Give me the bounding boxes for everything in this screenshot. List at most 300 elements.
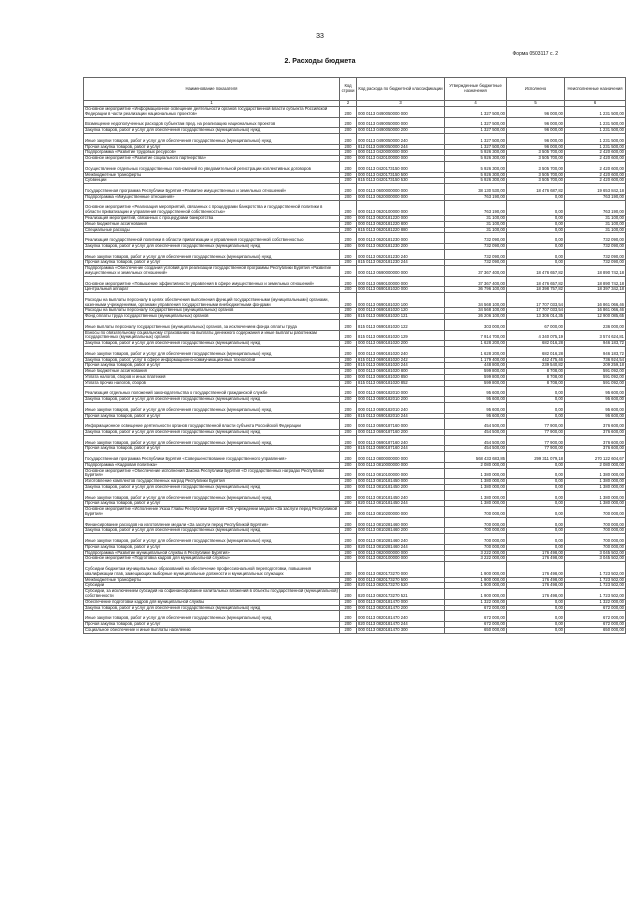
row-classification-cell: 000 0113 0690187160 200 <box>357 430 445 436</box>
row-executed-cell: 96 000,00 <box>507 144 565 150</box>
row-code-cell: 200 <box>340 128 357 134</box>
row-approved-cell: 95 600,00 <box>445 403 507 414</box>
row-classification-cell: 815 0113 0620181230 244 <box>357 260 445 266</box>
row-code-cell: 200 <box>340 484 357 490</box>
row-executed-cell: 0,00 <box>507 221 565 227</box>
row-code-cell: 200 <box>340 178 357 184</box>
table-row <box>84 611 626 622</box>
row-name-cell: Основное мероприятие «Реализация мероприятий, связанных с процедурами банкротства и государственной политики в области приватизации и управления государственной собственностью» <box>84 200 340 215</box>
column-number: 4 <box>445 101 507 107</box>
header-executed: Исполнено <box>507 78 565 101</box>
row-approved-cell: 599 800,00 <box>445 375 507 381</box>
row-unexecuted-cell: 1 723 502,00 <box>565 577 626 583</box>
row-name-cell: Фонд оплаты труда государственных (муниципальных) органов <box>84 314 340 320</box>
row-approved-cell: 672 000,00 <box>445 621 507 627</box>
row-code-cell: 200 <box>340 446 357 452</box>
row-name-cell: Закупка товаров, работ и услуг для обеспечения государственных (муниципальных) нужд <box>84 243 340 249</box>
row-name-cell: Межбюджетные трансферты <box>84 172 340 178</box>
row-classification-cell: 000 0113 0420000000 000 <box>357 150 445 156</box>
row-approved-cell: 1 628 200,00 <box>445 347 507 358</box>
form-code: Форма 0503117 с. 2 <box>512 51 558 57</box>
row-name-cell: Иные бюджетные ассигнования <box>84 221 340 227</box>
row-approved-cell: 650 000,00 <box>445 627 507 633</box>
row-approved-cell: 454 500,00 <box>445 446 507 452</box>
row-executed-cell: 0,00 <box>507 611 565 622</box>
row-executed-cell: 0,00 <box>507 403 565 414</box>
row-name-cell: Расходы на выплаты персоналу государственных (муниципальных) органов <box>84 308 340 314</box>
row-name-cell: Реализация государственной политики в области приватизации и управления государственной собственностью <box>84 233 340 244</box>
row-approved-cell: 34 568 100,00 <box>445 308 507 314</box>
row-executed-cell: 3 505 700,00 <box>507 161 565 172</box>
row-approved-cell: 5 926 300,00 <box>445 172 507 178</box>
row-name-cell: Иные закупки товаров, работ и услуг для обеспечения государственных (муниципальных) нужд <box>84 347 340 358</box>
row-code-cell: 200 <box>340 243 357 249</box>
row-code-cell: 200 <box>340 369 357 375</box>
row-name-cell: Прочая закупка товаров, работ и услуг <box>84 446 340 452</box>
row-unexecuted-cell: 672 000,00 <box>565 605 626 611</box>
row-code-cell: 200 <box>340 172 357 178</box>
row-unexecuted-cell: 16 861 066,46 <box>565 308 626 314</box>
row-code-cell: 200 <box>340 583 357 589</box>
row-executed-cell: 0,00 <box>507 215 565 221</box>
row-code-cell: 200 <box>340 150 357 156</box>
table-row <box>84 403 626 414</box>
row-approved-cell: 1 327 500,00 <box>445 144 507 150</box>
row-name-cell: Основное мероприятие «Информационное освещение деятельности органов государственной власти субъекта Российской Федерации в части реализации национальных проектов» <box>84 107 340 118</box>
row-classification-cell: 000 0113 0690187160 000 <box>357 419 445 430</box>
row-executed-cell: 77 900,00 <box>507 446 565 452</box>
row-executed-cell: 0,00 <box>507 249 565 260</box>
row-unexecuted-cell: 1 231 500,00 <box>565 107 626 118</box>
row-classification-cell: 000 0113 0690181020 120 <box>357 308 445 314</box>
row-name-cell: Закупка товаров, работ и услуг для обеспечения государственных (муниципальных) нужд <box>84 484 340 490</box>
table-row <box>84 293 626 308</box>
row-executed-cell: 4 340 075,19 <box>507 330 565 341</box>
row-unexecuted-cell: 732 090,00 <box>565 243 626 249</box>
row-executed-cell: 176 498,00 <box>507 556 565 562</box>
row-unexecuted-cell: 700 000,00 <box>565 528 626 534</box>
row-code-cell: 200 <box>340 562 357 577</box>
row-code-cell: 200 <box>340 249 357 260</box>
row-executed-cell: 8 708,00 <box>507 380 565 386</box>
row-code-cell: 200 <box>340 320 357 331</box>
row-classification-cell: 815 0113 0690187160 244 <box>357 446 445 452</box>
row-classification-cell: 815 0113 0620181220 880 <box>357 227 445 233</box>
row-approved-cell: 700 000,00 <box>445 507 507 518</box>
row-executed-cell: 8 708,00 <box>507 375 565 381</box>
row-code-cell: 200 <box>340 215 357 221</box>
row-executed-cell: 77 900,00 <box>507 419 565 430</box>
row-executed-cell: 0,00 <box>507 233 565 244</box>
row-classification-cell: 000 0113 0690181020 850 <box>357 375 445 381</box>
row-name-cell: Иные закупки товаров, работ и услуг для обеспечения государственных (муниципальных) нужд <box>84 611 340 622</box>
table-row <box>84 276 626 287</box>
row-classification-cell: 000 0113 0620181230 000 <box>357 233 445 244</box>
row-name-cell: Прочая закупка товаров, работ и услуг <box>84 260 340 266</box>
row-name-cell: Прочая закупка товаров, работ и услуг <box>84 413 340 419</box>
row-unexecuted-cell: 763 190,00 <box>565 200 626 215</box>
row-executed-cell: 0,00 <box>507 517 565 528</box>
table-row <box>84 184 626 195</box>
row-classification-cell: 000 0113 0620100000 000 <box>357 200 445 215</box>
row-executed-cell: 0,00 <box>507 479 565 485</box>
row-unexecuted-cell: 236 000,00 <box>565 320 626 331</box>
row-classification-cell: 000 0113 0490050000 000 <box>357 117 445 128</box>
row-code-cell: 200 <box>340 308 357 314</box>
row-approved-cell: 732 090,00 <box>445 233 507 244</box>
row-classification-cell: 000 0113 0690181020 200 <box>357 341 445 347</box>
row-approved-cell: 732 090,00 <box>445 260 507 266</box>
table-row <box>84 589 626 600</box>
row-unexecuted-cell: 591 092,00 <box>565 375 626 381</box>
row-approved-cell: 732 090,00 <box>445 243 507 249</box>
row-name-cell: Государственная программа Республики Бурятия «Развитие имущественных и земельных отношений» <box>84 184 340 195</box>
row-code-cell: 200 <box>340 621 357 627</box>
row-executed-cell: 0,00 <box>507 397 565 403</box>
row-classification-cell: 000 0113 0690000000 000 <box>357 266 445 277</box>
row-unexecuted-cell: 12 900 085,65 <box>565 314 626 320</box>
row-executed-cell: 0,00 <box>507 534 565 545</box>
row-classification-cell: 812 0113 0490050000 244 <box>357 144 445 150</box>
row-classification-cell: 815 0113 0690181020 244 <box>357 363 445 369</box>
row-code-cell: 200 <box>340 117 357 128</box>
row-code-cell: 200 <box>340 330 357 341</box>
row-classification-cell: 000 0113 0820173270 000 <box>357 562 445 577</box>
row-unexecuted-cell: 95 600,00 <box>565 386 626 397</box>
row-unexecuted-cell: 1 380 000,00 <box>565 490 626 501</box>
row-classification-cell: 000 0113 0620181220 800 <box>357 221 445 227</box>
row-classification-cell: 000 0113 0620181230 200 <box>357 243 445 249</box>
row-unexecuted-cell: 376 600,00 <box>565 430 626 436</box>
header-approved: Утвержденные бюджетные назначения <box>445 78 507 101</box>
row-executed-cell: 3 505 700,00 <box>507 150 565 156</box>
row-approved-cell: 672 000,00 <box>445 611 507 622</box>
row-approved-cell: 5 926 300,00 <box>445 156 507 162</box>
row-code-cell: 200 <box>340 156 357 162</box>
row-approved-cell: 36 796 100,00 <box>445 287 507 293</box>
row-unexecuted-cell: 736 924,54 <box>565 357 626 363</box>
row-approved-cell: 38 130 530,00 <box>445 184 507 195</box>
row-approved-cell: 1 322 000,00 <box>445 599 507 605</box>
row-executed-cell: 0,00 <box>507 605 565 611</box>
row-code-cell: 200 <box>340 386 357 397</box>
row-classification-cell: 000 0113 0820181470 300 <box>357 627 445 633</box>
table-row <box>84 517 626 528</box>
row-name-cell: Подпрограмма «Имущественные отношения» <box>84 194 340 200</box>
row-name-cell: Субсидии бюджетам муниципальных образований на обеспечение профессиональной переподготовки, повышения квалификации глав, замещающих выборные муниципальные должности и муниципальных служащих <box>84 562 340 577</box>
row-unexecuted-cell: 2 420 600,00 <box>565 161 626 172</box>
table-row <box>84 562 626 577</box>
row-name-cell: Взносы по обязательному социальному страхованию на выплаты денежного содержания и иные выплаты работникам государственных (муниципальных) органов <box>84 330 340 341</box>
row-name-cell: Основное мероприятие «Исполнение Указа Главы Республики Бурятия «Об учреждении медали «За заслуги перед Республикой Бурятия» <box>84 507 340 518</box>
row-approved-cell: 5 926 300,00 <box>445 161 507 172</box>
row-approved-cell: 26 206 100,00 <box>445 314 507 320</box>
row-classification-cell: 000 0113 0810181450 240 <box>357 490 445 501</box>
row-name-cell: Прочая закупка товаров, работ и услуг <box>84 501 340 507</box>
row-name-cell: Уплата налогов, сборов и иных платежей <box>84 375 340 381</box>
row-classification-cell: 000 0113 0690181020 240 <box>357 347 445 358</box>
row-approved-cell: 7 914 700,00 <box>445 330 507 341</box>
row-classification-cell: 815 0113 0690181020 121 <box>357 314 445 320</box>
table-row <box>84 419 626 430</box>
row-approved-cell: 1 900 000,00 <box>445 589 507 600</box>
row-unexecuted-cell: 1 380 000,00 <box>565 484 626 490</box>
table-row <box>84 435 626 446</box>
row-executed-cell: 299 311 079,18 <box>507 452 565 463</box>
row-code-cell: 200 <box>340 200 357 215</box>
row-code-cell: 200 <box>340 397 357 403</box>
header-name: Наименование показателя <box>84 78 340 101</box>
table-row <box>84 320 626 331</box>
row-name-cell: Специальные расходы <box>84 227 340 233</box>
row-classification-cell: 000 0113 0600000000 000 <box>357 184 445 195</box>
column-number: 3 <box>357 101 445 107</box>
row-executed-cell: 0,00 <box>507 243 565 249</box>
row-approved-cell: 1 327 500,00 <box>445 107 507 118</box>
row-classification-cell: 000 0113 0690182010 200 <box>357 397 445 403</box>
table-row <box>84 249 626 260</box>
table-row <box>84 468 626 479</box>
row-executed-cell: 682 016,28 <box>507 341 565 347</box>
row-classification-cell: 000 0113 0820173270 500 <box>357 577 445 583</box>
row-code-cell: 200 <box>340 144 357 150</box>
row-unexecuted-cell: 31 100,00 <box>565 227 626 233</box>
column-number: 1 <box>84 101 340 107</box>
row-approved-cell: 700 000,00 <box>445 517 507 528</box>
row-classification-cell: 000 0113 0690181020 800 <box>357 369 445 375</box>
row-code-cell: 200 <box>340 556 357 562</box>
row-classification-cell: 000 0113 0810281460 200 <box>357 528 445 534</box>
row-classification-cell: 000 0113 0490050000 000 <box>357 107 445 118</box>
row-unexecuted-cell: 1 723 502,00 <box>565 562 626 577</box>
row-classification-cell: 000 0113 0810181450 200 <box>357 484 445 490</box>
row-name-cell: Информационное освещение деятельности органов государственной власти субъекта Российской Федерации <box>84 419 340 430</box>
row-unexecuted-cell: 946 183,72 <box>565 341 626 347</box>
row-code-cell: 200 <box>340 627 357 633</box>
row-classification-cell: 815 0113 0690181020 129 <box>357 330 445 341</box>
column-number: 2 <box>340 101 357 107</box>
row-executed-cell: 176 498,00 <box>507 583 565 589</box>
row-code-cell: 200 <box>340 577 357 583</box>
row-approved-cell: 1 900 000,00 <box>445 562 507 577</box>
row-executed-cell: 176 498,00 <box>507 577 565 583</box>
row-name-cell: Основное мероприятие «Развитие социального партнерства» <box>84 156 340 162</box>
row-name-cell: Подпрограмма «Кадровая политика» <box>84 462 340 468</box>
row-executed-cell: 176 498,00 <box>507 550 565 556</box>
row-classification-cell: 820 0113 0810181450 244 <box>357 501 445 507</box>
row-unexecuted-cell: 95 600,00 <box>565 403 626 414</box>
row-unexecuted-cell: 1 380 000,00 <box>565 468 626 479</box>
row-classification-cell: 000 0113 0490050000 200 <box>357 128 445 134</box>
row-executed-cell: 442 475,46 <box>507 357 565 363</box>
row-approved-cell: 448 800,00 <box>445 363 507 369</box>
row-executed-cell: 0,00 <box>507 468 565 479</box>
row-name-cell: Прочая закупка товаров, работ и услуг <box>84 363 340 369</box>
row-name-cell: Финансирование расходов на изготовление медали «За заслуги перед Республикой Бурятия» <box>84 517 340 528</box>
row-unexecuted-cell: 18 890 742,18 <box>565 276 626 287</box>
row-classification-cell: 000 0113 0820100000 000 <box>357 556 445 562</box>
row-unexecuted-cell: 209 259,18 <box>565 363 626 369</box>
row-code-cell: 200 <box>340 589 357 600</box>
page-number: 33 <box>316 33 324 40</box>
row-unexecuted-cell: 3 045 502,00 <box>565 556 626 562</box>
row-classification-cell: 000 0113 0690182010 000 <box>357 386 445 397</box>
row-executed-cell: 3 505 700,00 <box>507 156 565 162</box>
row-code-cell: 200 <box>340 501 357 507</box>
row-name-cell: Иные закупки товаров, работ и услуг для обеспечения государственных (муниципальных) нужд <box>84 403 340 414</box>
row-executed-cell: 239 540,82 <box>507 363 565 369</box>
row-unexecuted-cell: 3 045 502,00 <box>565 550 626 556</box>
row-executed-cell: 77 900,00 <box>507 435 565 446</box>
row-approved-cell: 1 900 000,00 <box>445 583 507 589</box>
row-unexecuted-cell: 376 600,00 <box>565 419 626 430</box>
report-title: 2. Расходы бюджета <box>284 58 356 65</box>
row-unexecuted-cell: 3 574 624,81 <box>565 330 626 341</box>
row-unexecuted-cell: 700 000,00 <box>565 534 626 545</box>
row-approved-cell: 568 433 683,85 <box>445 452 507 463</box>
row-executed-cell: 0,00 <box>507 621 565 627</box>
row-executed-cell: 0,00 <box>507 599 565 605</box>
row-code-cell: 200 <box>340 528 357 534</box>
row-executed-cell: 0,00 <box>507 386 565 397</box>
row-approved-cell: 303 000,00 <box>445 320 507 331</box>
table-row <box>84 266 626 277</box>
row-executed-cell: 0,00 <box>507 413 565 419</box>
row-name-cell: Субсидии, за исключением субсидий на софинансирование капитальных вложений в объекты государственной (муниципальной) собственности <box>85 588 338 598</box>
row-approved-cell: 700 000,00 <box>445 534 507 545</box>
table-row <box>84 117 626 128</box>
row-name-cell: Прочая закупка товаров, работ и услуг <box>84 621 340 627</box>
row-approved-cell: 37 367 400,00 <box>445 276 507 287</box>
row-unexecuted-cell: 1 231 500,00 <box>565 133 626 144</box>
row-classification-cell: 815 0113 0690181020 122 <box>357 320 445 331</box>
row-executed-cell: 67 000,00 <box>507 320 565 331</box>
row-unexecuted-cell: 1 380 000,00 <box>565 501 626 507</box>
row-classification-cell: 000 0113 0620181230 240 <box>357 249 445 260</box>
row-classification-cell: 000 0113 0690100000 000 <box>357 276 445 287</box>
row-unexecuted-cell: 31 100,00 <box>565 221 626 227</box>
header-code: Код строки <box>340 78 357 101</box>
row-name-cell: Иные закупки товаров, работ и услуг для обеспечения государственных (муниципальных) нужд <box>84 249 340 260</box>
table-row <box>84 233 626 244</box>
row-code-cell: 200 <box>340 287 357 293</box>
row-executed-cell: 176 498,00 <box>507 589 565 600</box>
table-row <box>84 627 626 633</box>
table-row <box>84 347 626 358</box>
table-row <box>84 507 626 518</box>
row-code-cell: 200 <box>340 403 357 414</box>
row-code-cell: 200 <box>340 611 357 622</box>
row-unexecuted-cell: 1 231 500,00 <box>565 144 626 150</box>
row-executed-cell: 3 505 700,00 <box>507 172 565 178</box>
row-executed-cell: 13 306 014,35 <box>507 314 565 320</box>
row-code-cell: 200 <box>340 363 357 369</box>
row-name-cell: Основное мероприятие «Повышение эффективности управления в сфере имущественных и земельных отношений» <box>84 276 340 287</box>
row-name-cell: Государственная программа Республики Бурятия «Совершенствование государственного управления» <box>84 452 340 463</box>
row-code-cell: 200 <box>340 161 357 172</box>
row-approved-cell: 1 900 000,00 <box>445 577 507 583</box>
row-code-cell: 200 <box>340 534 357 545</box>
row-code-cell: 200 <box>340 599 357 605</box>
row-code-cell: 200 <box>340 479 357 485</box>
row-name-cell: Социальное обеспечение и иные выплаты населению <box>84 627 340 633</box>
row-name-cell: Субсидии <box>84 583 340 589</box>
row-approved-cell: 34 568 100,00 <box>445 293 507 308</box>
row-classification-cell: 000 0113 0420173150 000 <box>357 161 445 172</box>
table-row <box>84 200 626 215</box>
row-name-cell: Закупка товаров, работ и услуг для обеспечения государственных (муниципальных) нужд <box>84 397 340 403</box>
row-unexecuted-cell: 2 420 600,00 <box>565 156 626 162</box>
row-classification-cell: 000 0113 0820181470 000 <box>357 599 445 605</box>
row-approved-cell: 599 800,00 <box>445 380 507 386</box>
row-name-cell: Иные закупки товаров, работ и услуг для обеспечения государственных (муниципальных) нужд <box>84 435 340 446</box>
row-executed-cell: 0,00 <box>507 462 565 468</box>
row-executed-cell: 0,00 <box>507 260 565 266</box>
row-executed-cell: 96 000,00 <box>507 117 565 128</box>
row-code-cell: 200 <box>340 435 357 446</box>
row-classification-cell: 000 0113 0810281460 000 <box>357 517 445 528</box>
row-approved-cell: 700 000,00 <box>445 544 507 550</box>
row-classification-cell: 000 0113 0690181020 100 <box>357 293 445 308</box>
row-name-cell: Центральный аппарат <box>84 287 340 293</box>
row-approved-cell: 1 327 500,00 <box>445 128 507 134</box>
row-executed-cell: 96 000,00 <box>507 107 565 118</box>
row-classification-cell: 000 0113 0810200000 000 <box>357 507 445 518</box>
row-code-cell: 200 <box>340 194 357 200</box>
row-approved-cell: 700 000,00 <box>445 528 507 534</box>
row-unexecuted-cell: 19 653 842,18 <box>565 184 626 195</box>
row-approved-cell: 5 926 300,00 <box>445 178 507 184</box>
row-unexecuted-cell: 2 420 600,00 <box>565 172 626 178</box>
row-executed-cell: 96 000,00 <box>507 133 565 144</box>
row-code-cell: 200 <box>340 221 357 227</box>
row-executed-cell: 0,00 <box>507 544 565 550</box>
row-unexecuted-cell: 732 090,00 <box>565 260 626 266</box>
row-approved-cell: 763 190,00 <box>445 200 507 215</box>
row-unexecuted-cell: 31 100,00 <box>565 215 626 221</box>
row-approved-cell: 95 600,00 <box>445 397 507 403</box>
table-row <box>84 107 626 118</box>
row-code-cell: 200 <box>340 544 357 550</box>
row-classification-cell: 000 0113 0810100000 000 <box>357 468 445 479</box>
row-unexecuted-cell: 376 600,00 <box>565 435 626 446</box>
row-code-cell: 200 <box>340 380 357 386</box>
row-unexecuted-cell: 591 092,00 <box>565 380 626 386</box>
row-approved-cell: 1 179 400,00 <box>445 357 507 363</box>
row-name-cell: Возмещение недополученных расходов субъектам пред. на реализацию национальных проектов <box>84 117 340 128</box>
row-code-cell: 200 <box>340 430 357 436</box>
row-unexecuted-cell: 18 890 742,18 <box>565 266 626 277</box>
row-classification-cell: 815 0113 0690181020 242 <box>357 357 445 363</box>
row-executed-cell: 8 708,00 <box>507 369 565 375</box>
row-classification-cell: 820 0113 0820173270 520 <box>357 583 445 589</box>
row-executed-cell: 17 707 033,54 <box>507 293 565 308</box>
row-unexecuted-cell: 2 420 600,00 <box>565 178 626 184</box>
row-approved-cell: 95 600,00 <box>445 413 507 419</box>
row-unexecuted-cell: 270 122 604,67 <box>565 452 626 463</box>
row-classification-cell: 000 0113 0620000000 000 <box>357 194 445 200</box>
row-unexecuted-cell: 1 322 000,00 <box>565 599 626 605</box>
row-approved-cell: 1 380 000,00 <box>445 501 507 507</box>
row-unexecuted-cell: 95 600,00 <box>565 397 626 403</box>
row-classification-cell: 000 0113 0420100000 000 <box>357 156 445 162</box>
row-approved-cell: 95 600,00 <box>445 386 507 397</box>
row-classification-cell: 000 0113 0820000000 000 <box>357 550 445 556</box>
row-name-cell: Обеспечение подготовки кадров для муниципальной службы <box>84 599 340 605</box>
row-name-cell: Расходы на выплаты персоналу в целях обеспечения выполнения функций государственными (муниципальными) органами, казенными учреждениями, органами управления государственными внебюджетными фондами <box>84 293 340 308</box>
row-name-cell: Закупка товаров, работ, услуг в сфере информационно-коммуникационных технологий <box>84 357 340 363</box>
row-classification-cell: 815 0113 0690181020 852 <box>357 380 445 386</box>
